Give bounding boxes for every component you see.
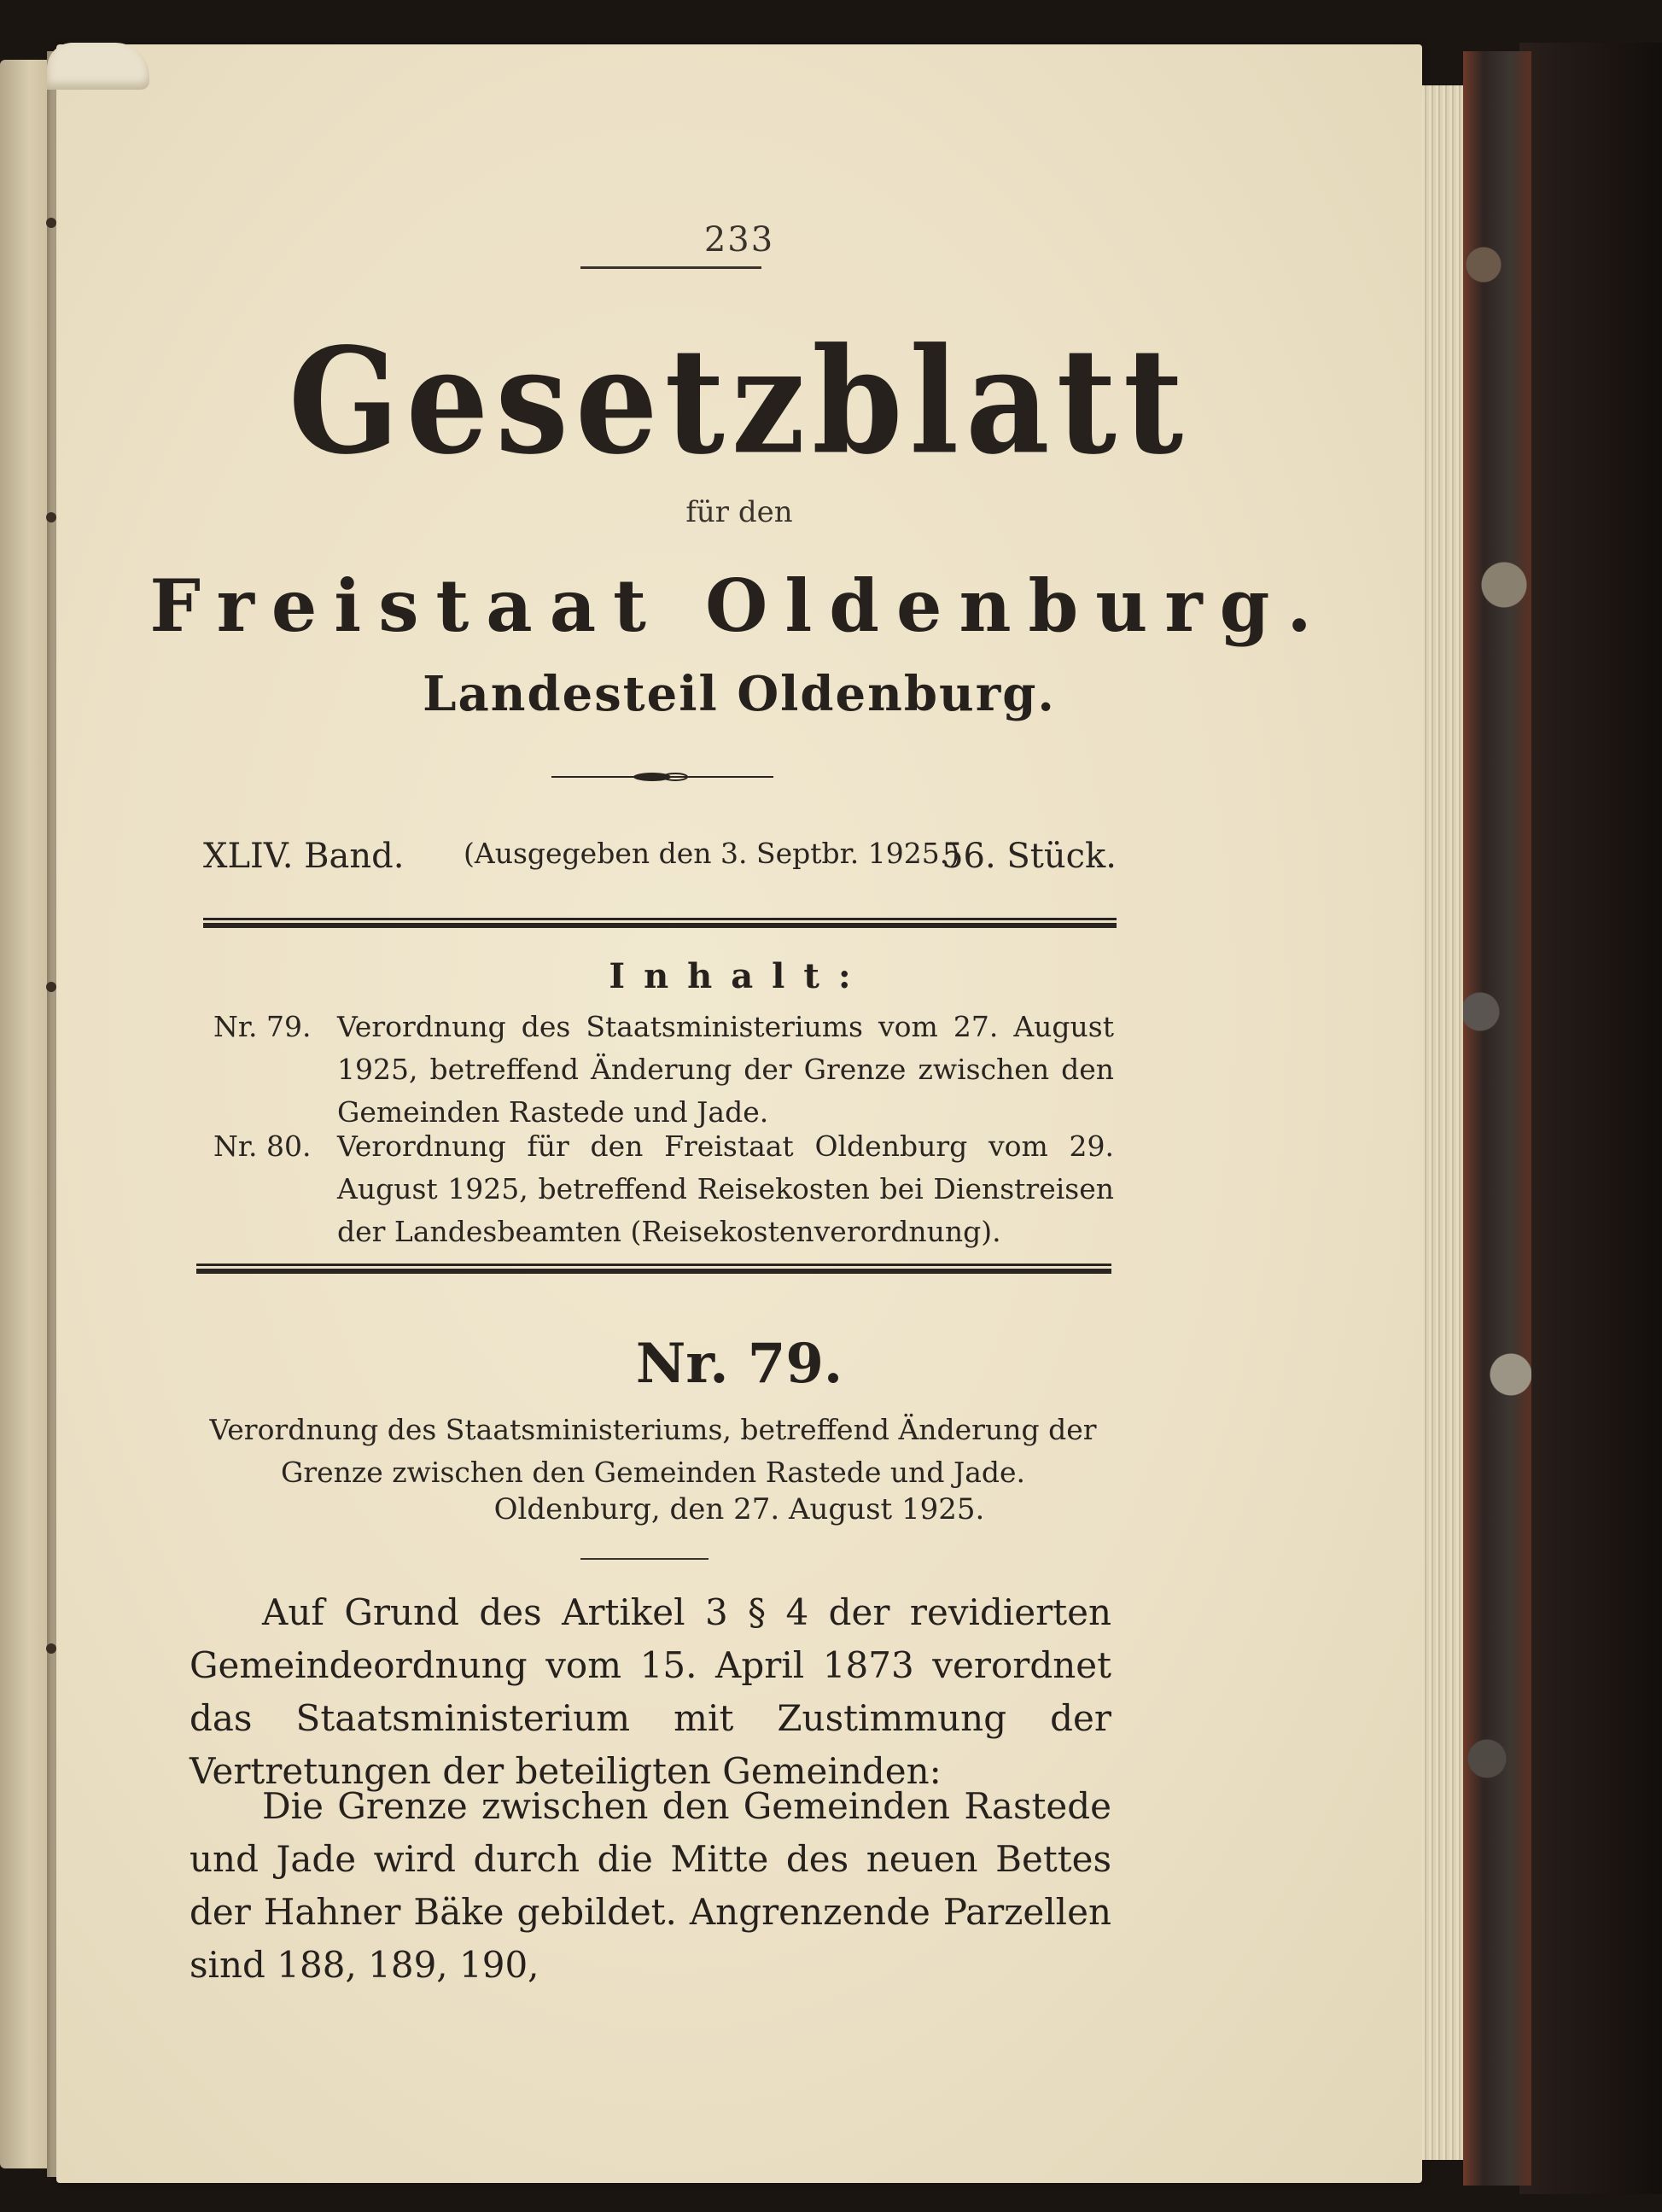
district-name: Landesteil Oldenburg. bbox=[423, 666, 1056, 722]
page-number-rule bbox=[580, 266, 761, 269]
page-number: 233 bbox=[703, 220, 775, 260]
contents-heading: Inhalt: bbox=[609, 956, 870, 996]
binding-hole bbox=[46, 512, 56, 522]
state-name: Freistaat Oldenburg. bbox=[149, 563, 1329, 648]
ornament-divider bbox=[551, 768, 773, 785]
toc-entry-text: Verordnung des Staatsministeriums vom 27. August 1925, betreffend Änderung der Grenze zwischen den Gemeinden Rastede und Jade. bbox=[337, 1010, 1114, 1129]
double-rule bbox=[196, 1264, 1111, 1274]
binding-hole bbox=[46, 1643, 56, 1654]
issue-line bbox=[203, 837, 1117, 888]
binding-hole bbox=[46, 218, 56, 228]
decree-number: Nr. 79. bbox=[635, 1332, 843, 1396]
issued-date: (Ausgegeben den 3. Septbr. 1925.) bbox=[464, 837, 960, 870]
for-label: für den bbox=[685, 495, 793, 529]
gazette-title: Gesetzblatt bbox=[288, 315, 1191, 487]
issue-number: 56. Stück. bbox=[942, 837, 1117, 876]
torn-corner bbox=[47, 43, 149, 90]
toc-entry-text: Verordnung für den Freistaat Oldenburg vom 29. August 1925, betreffend Reisekosten bei Dienstreisen der Landesbeamten (Reisekostenverordnung). bbox=[337, 1129, 1114, 1248]
marbled-book-cover bbox=[1463, 51, 1531, 2186]
page-stack-edge bbox=[1422, 85, 1463, 2160]
toc-entry-number: Nr. 79. bbox=[213, 1010, 312, 1043]
binding-hole bbox=[46, 982, 56, 992]
body-paragraph: Die Grenze zwischen den Gemeinden Rastede und Jade wird durch die Mitte des neuen Bettes der Hahner Bäke gebildet. Angrenzende Parzellen sind 188, 189, 190, bbox=[190, 1785, 1111, 1986]
toc-entry-number: Nr. 80. bbox=[213, 1129, 312, 1163]
band-label: XLIV. Band. bbox=[203, 837, 405, 876]
toc-entry bbox=[205, 1006, 1118, 1142]
body-paragraph: Auf Grund des Artikel 3 § 4 der revidierten Gemeindeordnung vom 15. April 1873 verordnet das Staatsministerium mit Zustimmung der Vertretungen der beteiligten Gemeinden: bbox=[190, 1591, 1111, 1792]
book-spine bbox=[1519, 43, 1662, 2194]
toc-entry bbox=[205, 1125, 1118, 1262]
short-rule bbox=[580, 1558, 709, 1560]
decree-title: Verordnung des Staatsministeriums, betreffend Änderung der Grenze zwischen den Gemeinden Rastede und Jade. bbox=[209, 1413, 1097, 1489]
left-page-edge bbox=[0, 60, 53, 2168]
decree-place-date: Oldenburg, den 27. August 1925. bbox=[493, 1492, 985, 1526]
double-rule bbox=[203, 918, 1117, 928]
